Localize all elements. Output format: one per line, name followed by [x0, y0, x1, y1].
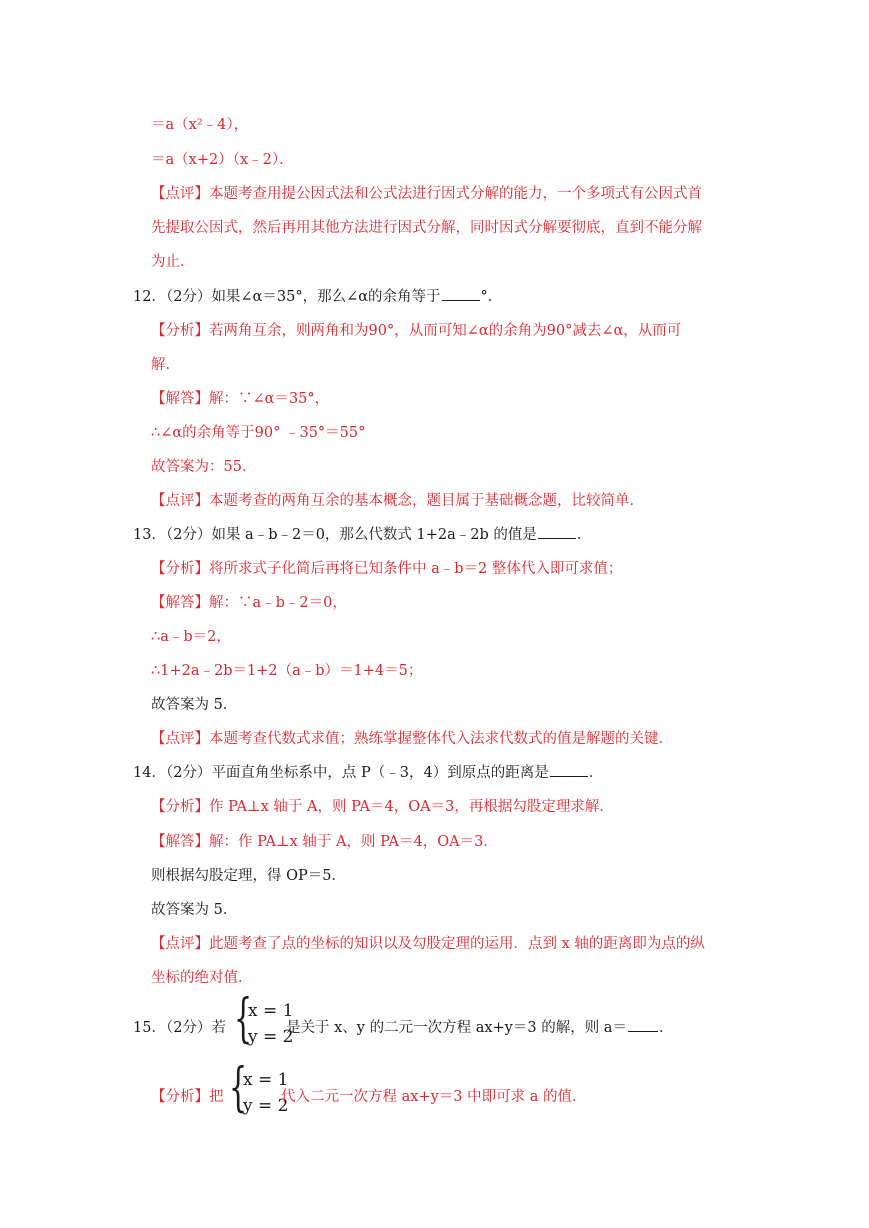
q15-stem-rest	[286, 1016, 673, 1037]
q14-solution-line1	[151, 830, 498, 851]
q14-solution-line2: 则根据勾股定理，得 OP＝5．	[151, 868, 346, 884]
q15-analysis-rest: 代入二元一次方程 ax+y＝3 中即可求 a 的值．	[281, 1089, 587, 1105]
q15-analysis-prefix	[151, 1085, 224, 1106]
question-number: 13．	[133, 527, 166, 543]
top-line2: ＝a（x+2）（x﹣2）．	[151, 152, 294, 168]
question-score: （2分）	[165, 1020, 212, 1036]
analysis-tag: 【分析】	[151, 561, 209, 577]
q12-answer: 故答案为：55．	[151, 459, 257, 475]
q14-comment-line2: 坐标的绝对值．	[151, 970, 253, 986]
top-comment-line3: 为止．	[151, 254, 195, 270]
comment-text: 此题考查了点的坐标的知识以及勾股定理的运用．点到 x 轴的距离即为点的纵	[209, 936, 705, 952]
comment-tag: 【点评】	[151, 186, 209, 202]
comment-text: 本题考查用提公因式法和公式法进行因式分解的能力，一个多项式有公因式首	[209, 186, 702, 202]
question-text: 如果 a﹣b﹣2＝0，那么代数式 1+2a﹣2b 的值是	[211, 527, 537, 543]
q14-answer: 故答案为 5．	[151, 902, 238, 918]
question-text: 是关于 x、y 的二元一次方程 ax+y＝3 的解，则 a＝	[286, 1020, 627, 1036]
equation-y: y = 2	[243, 1096, 289, 1116]
q13-comment	[151, 727, 673, 748]
q14-analysis	[151, 795, 614, 816]
q12-solution-line1	[151, 387, 329, 408]
q13-solution-line1	[151, 591, 347, 612]
question-text-end: ．	[658, 1020, 674, 1036]
q13-solution-line2: ∴a﹣b＝2，	[151, 629, 231, 645]
q12-solution-line2: ∴∠α的余角等于90° ﹣35°＝55°	[151, 425, 366, 441]
solution-text: 解：作 PA⊥x 轴于 A，则 PA＝4，OA＝3．	[209, 834, 498, 850]
question-number: 14．	[133, 765, 166, 781]
question-score: （2分）	[165, 289, 212, 305]
answer-blank	[550, 764, 588, 777]
solution-text: 解：∵a﹣b﹣2＝0，	[209, 595, 347, 611]
analysis-tag: 【分析】	[151, 1089, 209, 1105]
equation-x: x = 1	[248, 1001, 294, 1021]
comment-text: 本题考查的两角互余的基本概念，题目属于基础概念题，比较简单．	[209, 493, 644, 509]
brace-symbol: {	[229, 1058, 248, 1118]
question-text: 平面直角坐标系中，点 P（﹣3，4）到原点的距离是	[211, 765, 549, 781]
solution-tag: 【解答】	[151, 595, 209, 611]
question-text-end: ．	[588, 765, 604, 781]
q13-solution-line3: ∴1+2a﹣2b＝1+2（a﹣b）＝1+4＝5；	[151, 663, 423, 679]
answer-blank	[442, 288, 480, 301]
question-score: （2分）	[165, 527, 212, 543]
question-text-end: ．	[576, 527, 592, 543]
answer-blank	[628, 1019, 658, 1032]
q12-stem	[133, 285, 502, 306]
equation-x: x = 1	[243, 1070, 289, 1090]
analysis-text: 作 PA⊥x 轴于 A，则 PA＝4，OA＝3，再根据勾股定理求解．	[209, 799, 614, 815]
comment-text: 本题考查代数式求值；熟练掌握整体代入法求代数式的值是解题的关键．	[209, 731, 673, 747]
question-number: 12．	[133, 289, 166, 305]
answer-blank	[538, 526, 576, 539]
q13-stem	[133, 523, 591, 544]
q12-comment	[151, 489, 644, 510]
question-text-end: °．	[480, 289, 503, 305]
q12-analysis-line1	[151, 319, 681, 340]
analysis-tag: 【分析】	[151, 323, 209, 339]
q13-analysis	[151, 557, 622, 578]
analysis-text: 若两角互余，则两角和为90°，从而可知∠α的余角为90°减去∠α，从而可	[209, 323, 682, 339]
equation-y: y = 2	[248, 1027, 294, 1047]
q13-answer: 故答案为 5．	[151, 697, 238, 713]
q14-stem	[133, 761, 603, 782]
brace-symbol: {	[234, 989, 253, 1049]
analysis-text: 把	[209, 1089, 224, 1105]
top-comment-line1	[151, 182, 702, 203]
top-comment-line2: 先提取公因式，然后再用其他方法进行因式分解，同时因式分解要彻底，直到不能分解	[151, 220, 702, 236]
q14-comment-line1	[151, 932, 705, 953]
question-text: 如果∠α＝35°，那么∠α的余角等于	[211, 289, 441, 305]
question-number: 15．	[133, 1020, 166, 1036]
q15-stem-prefix	[133, 1016, 226, 1037]
solution-text: 解：∵∠α＝35°，	[209, 391, 330, 407]
question-score: （2分）	[165, 765, 212, 781]
solution-tag: 【解答】	[151, 391, 209, 407]
comment-tag: 【点评】	[151, 731, 209, 747]
question-text: 若	[211, 1020, 226, 1036]
comment-tag: 【点评】	[151, 936, 209, 952]
comment-tag: 【点评】	[151, 493, 209, 509]
q12-analysis-line2: 解．	[151, 357, 180, 373]
solution-tag: 【解答】	[151, 834, 209, 850]
analysis-tag: 【分析】	[151, 799, 209, 815]
analysis-text: 将所求式子化简后再将已知条件中 a﹣b＝2 整体代入即可求值；	[209, 561, 623, 577]
top-line1: ＝a（x²﹣4），	[151, 117, 249, 133]
